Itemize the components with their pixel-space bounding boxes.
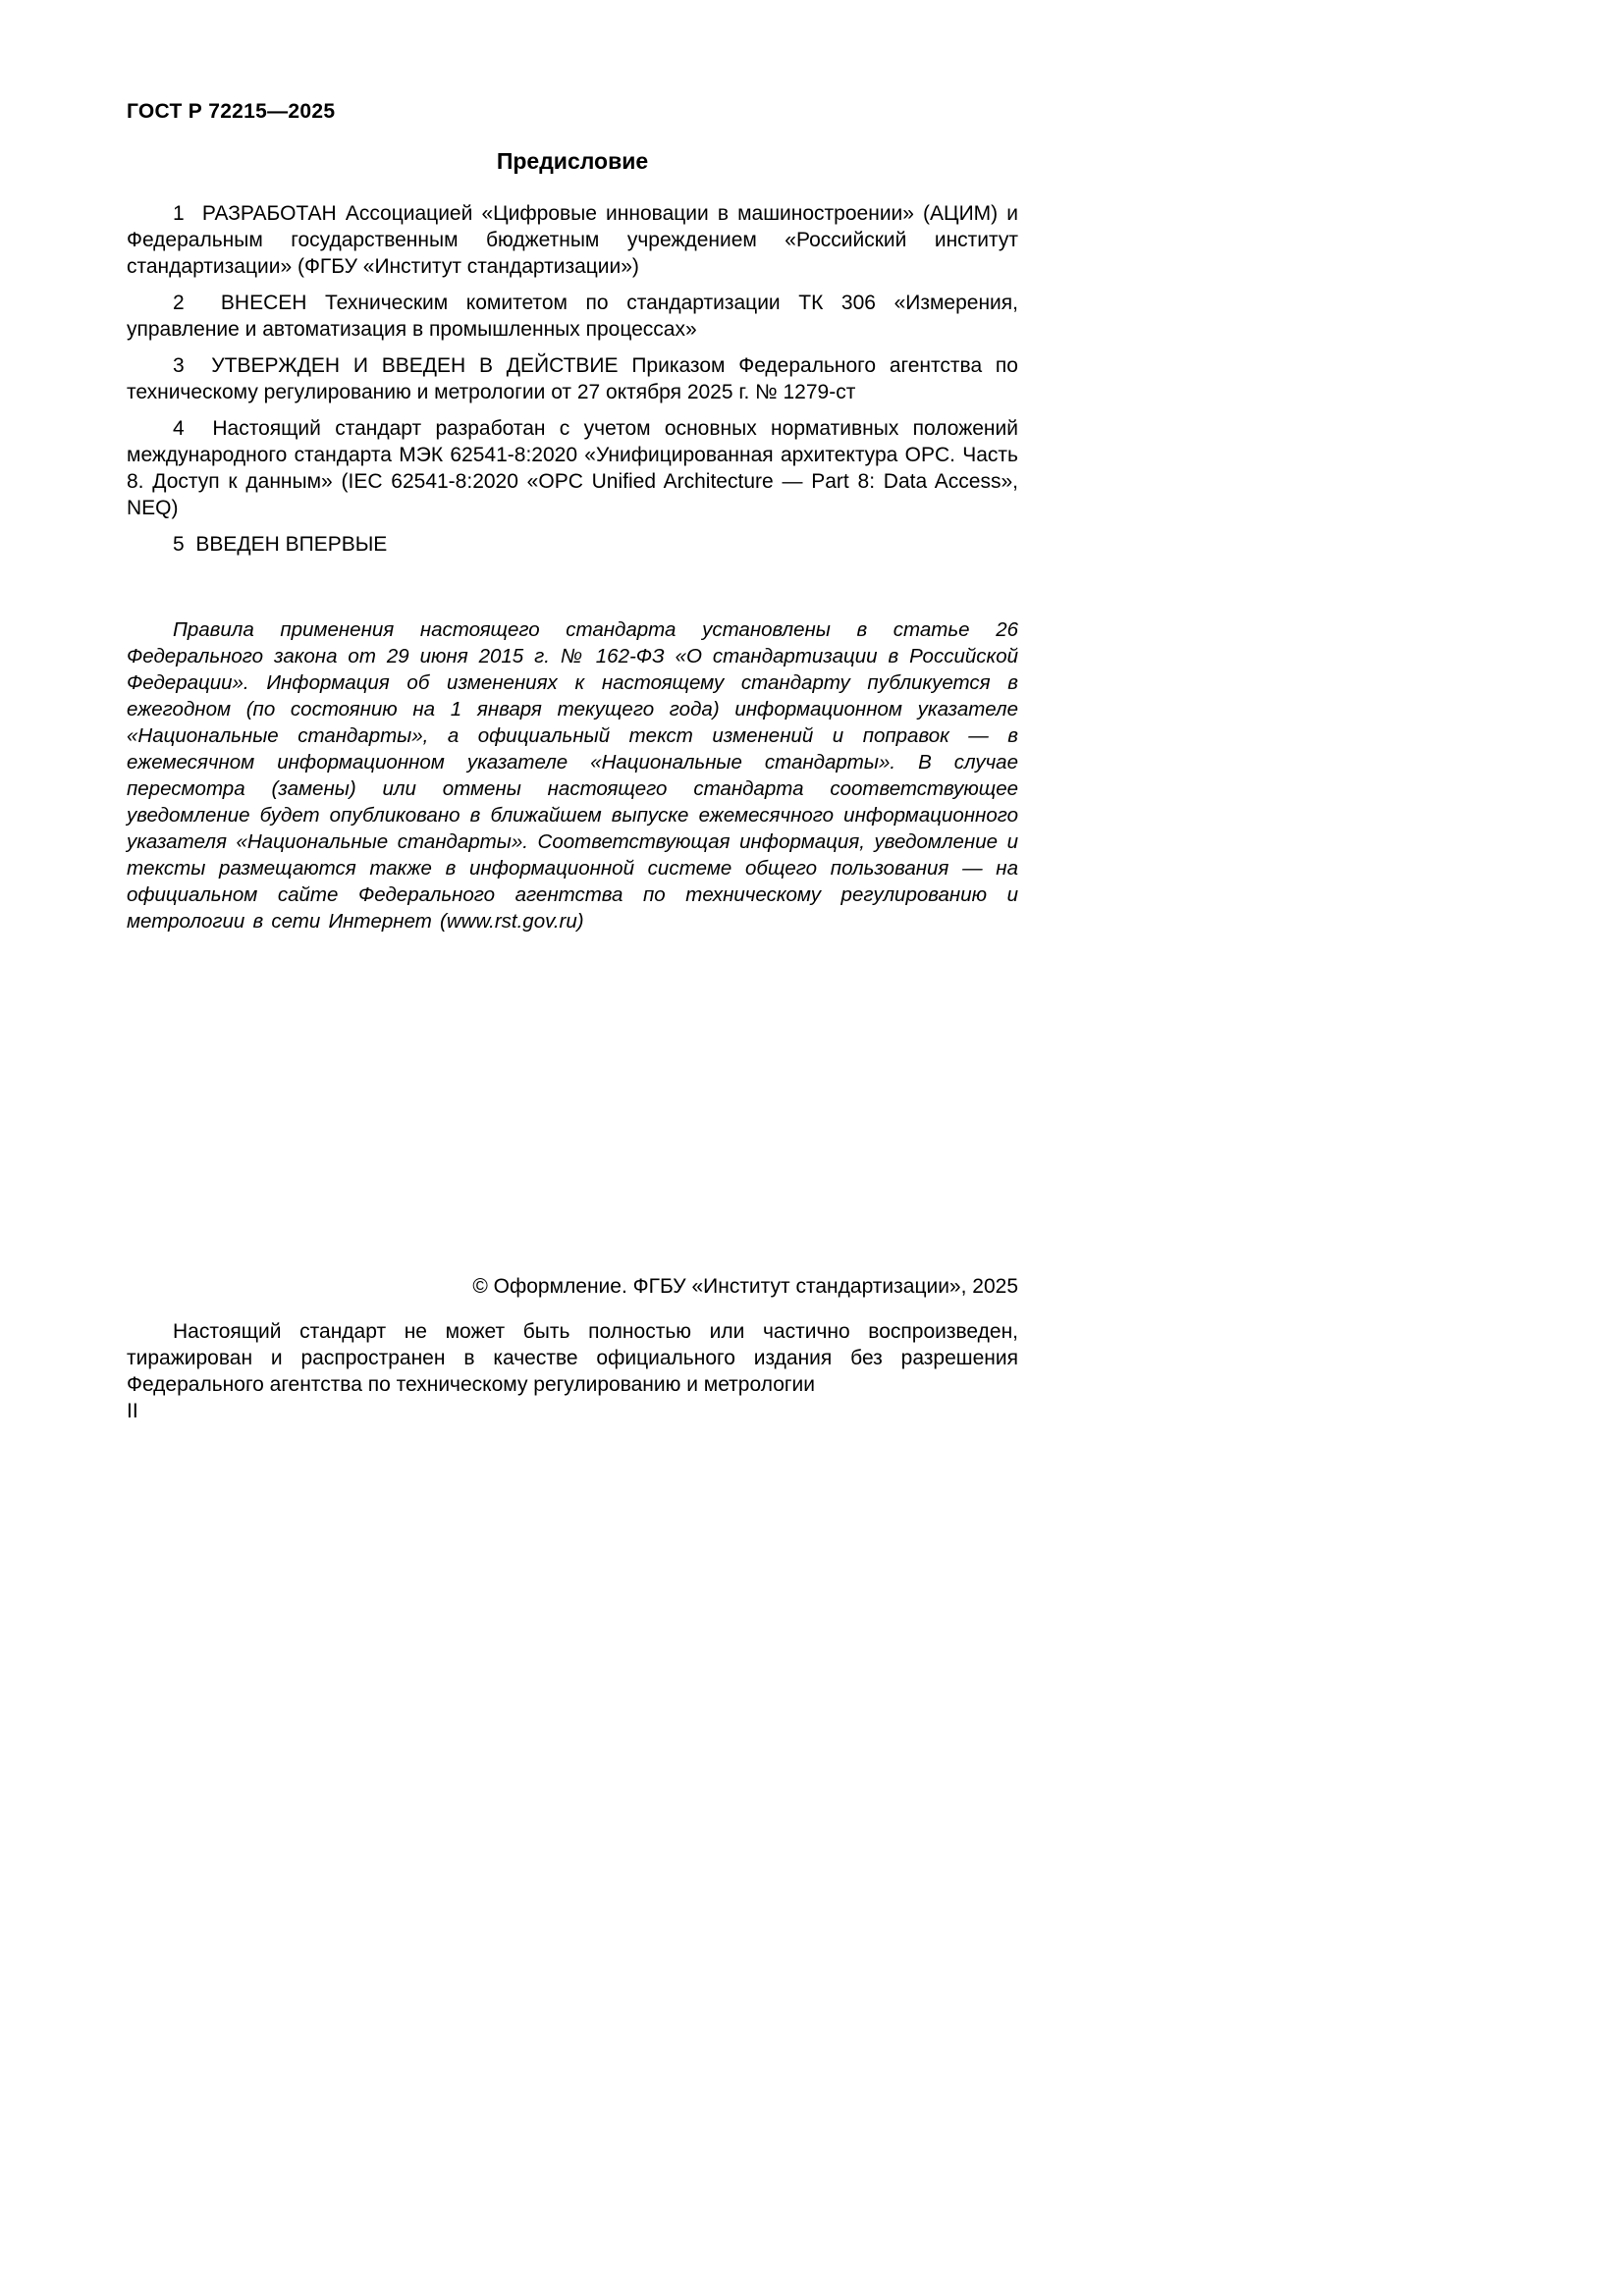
- foreword-item-submitted: 2 ВНЕСЕН Техническим комитетом по стандартизации ТК 306 «Измерения, управление и автоматизация в промышленных процессах»: [127, 292, 1018, 341]
- page-number: II: [127, 1400, 138, 1422]
- foreword-item-approved: 3 УТВЕРЖДЕН И ВВЕДЕН В ДЕЙСТВИЕ Приказом Федерального агентства по техническому регулированию и метрологии от 27 октября 2025 г. № 1279-ст: [127, 354, 1018, 403]
- copyright-line: © Оформление. ФГБУ «Институт стандартизации», 2025: [472, 1275, 1018, 1298]
- doc-code: ГОСТ Р 72215—2025: [127, 100, 336, 123]
- foreword-item-based-on: 4 Настоящий стандарт разработан с учетом основных нормативных положений международного стандарта МЭК 62541-8:2020 «Унифицированная архитектура OPC. Часть 8. Доступ к данным» (IEC 62541-8:2020 «OPC Unified Architecture — Part 8: Data Access», NEQ): [127, 417, 1018, 519]
- legal-notice: Правила применения настоящего стандарта установлены в статье 26 Федерального закона от 29 июня 2015 г. № 162-ФЗ «О стандартизации в Российской Федерации». Информация об изменениях к настоящему стандарту публикуется в ежегодном (по состоянию на 1 января текущего года) информационном указателе «Национальные стандарты», а официальный текст изменений и поправок — в ежемесячном информационном указателе «Национальные стандарты». В случае пересмотра (замены) или отмены настоящего стандарта соответствующее уведомление будет опубликовано в ближайшем выпуске ежемесячного информационного указателя «Национальные стандарты». Соответствующая информация, уведомление и тексты размещаются также в информационной системе общего пользования — на официальном сайте Федерального агентства по техническому регулированию и метрологии в сети Интернет (www.rst.gov.ru): [127, 618, 1018, 933]
- page-footer: [127, 1273, 1018, 1424]
- foreword-item-first-edition: 5 ВВЕДЕН ВПЕРВЫЕ: [173, 533, 388, 556]
- foreword-section: [127, 148, 1018, 944]
- reproduction-notice: Настоящий стандарт не может быть полностью или частично воспроизведен, тиражирован и распространен в качестве официального издания без разрешения Федерального агентства по техническому регулированию и метрологии: [127, 1320, 1018, 1396]
- page-title: Предисловие: [496, 148, 649, 174]
- foreword-item-developed: 1 РАЗРАБОТАН Ассоциацией «Цифровые инновации в машиностроении» (АЦИМ) и Федеральным государственным бюджетным учреждением «Российский институт стандартизации» (ФГБУ «Институт стандартизации»): [127, 202, 1018, 278]
